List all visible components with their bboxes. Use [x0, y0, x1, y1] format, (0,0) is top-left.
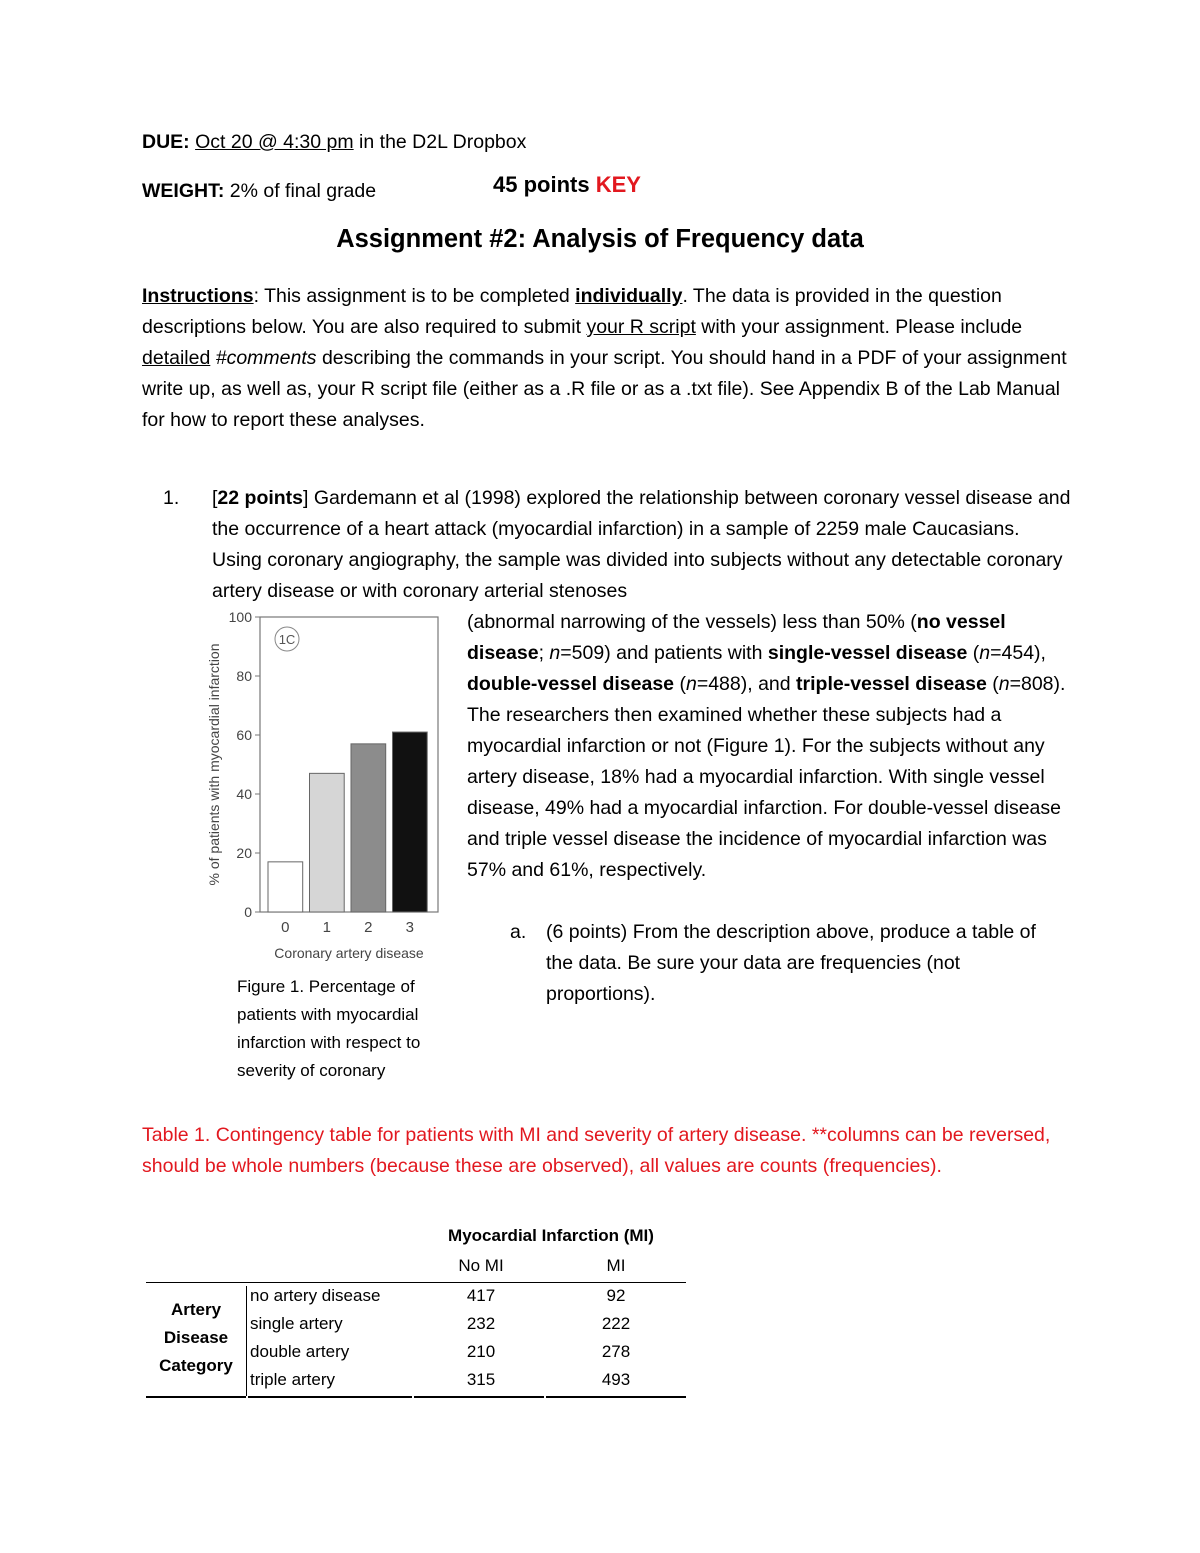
question-text: =488), and	[696, 673, 797, 695]
cell-no-mi: 210	[466, 1342, 496, 1361]
cell-mi: 92	[606, 1286, 626, 1305]
weight-label: WEIGHT:	[142, 180, 225, 202]
x-axis-label: Coronary artery disease	[274, 945, 424, 961]
y-tick-label: 80	[236, 668, 252, 684]
subquestion-a: (6 points) From the description above, produce a table of the data. Be sure your data are frequencies (not proportions).	[546, 921, 1036, 1005]
page-title: Assignment #2: Analysis of Frequency data	[336, 225, 864, 253]
y-tick-label: 40	[236, 786, 252, 802]
bracket: ]	[303, 487, 309, 509]
question-text: =509) and patients with	[560, 642, 768, 664]
n-symbol: n	[685, 673, 697, 695]
figure-caption: Figure 1. Percentage of patients with myocardial infarction with respect to severity of coronary	[237, 977, 421, 1080]
question-number: 1.	[163, 487, 180, 509]
due-line	[142, 127, 526, 158]
y-tick-label: 20	[236, 845, 252, 861]
bar-3	[393, 732, 428, 912]
key-label: KEY	[595, 172, 641, 197]
question-text: =454),	[990, 642, 1046, 664]
comments-emphasis: #comments	[215, 347, 317, 369]
row-group-line: Category	[159, 1356, 233, 1375]
row-group-line: Disease	[163, 1328, 229, 1347]
row-group-line: Artery	[170, 1300, 222, 1319]
due-date: Oct 20 @ 4:30 pm	[195, 131, 354, 153]
individually-emphasis: individually	[575, 285, 683, 307]
cell-mi: 493	[601, 1370, 631, 1389]
bar-2	[351, 744, 386, 912]
question-paragraph-top	[212, 483, 1072, 607]
y-tick-label: 60	[236, 727, 252, 743]
cell-no-mi: 232	[466, 1314, 496, 1333]
question-text: (	[986, 673, 999, 695]
panel-label: 1C	[278, 632, 296, 647]
due-location: in the D2L Dropbox	[353, 131, 527, 153]
subquestion-letter: a.	[510, 921, 527, 943]
cell-mi: 278	[601, 1342, 631, 1361]
row-label: triple artery	[250, 1370, 336, 1389]
figure-1-chart	[200, 600, 460, 970]
x-tick-label: 1	[322, 919, 332, 936]
table-group-header: Myocardial Infarction (MI)	[448, 1226, 654, 1245]
row-label: double artery	[250, 1342, 350, 1361]
question-paragraph-right	[467, 607, 1067, 886]
table-bottom-rule	[414, 1396, 544, 1398]
y-tick-label: 100	[228, 609, 252, 625]
x-tick-label: 2	[364, 919, 373, 936]
bar-0	[268, 862, 303, 912]
row-label: single artery	[250, 1314, 343, 1333]
y-axis-label: % of patients with myocardial infarction	[206, 643, 222, 886]
table-bottom-rule	[146, 1396, 246, 1398]
table-rule	[146, 1282, 686, 1283]
cell-no-mi: 315	[466, 1370, 496, 1389]
col-header-no-mi: No MI	[458, 1256, 504, 1275]
n-symbol: n	[998, 673, 1010, 695]
instructions-label: Instructions	[142, 285, 254, 307]
n-symbol: n	[549, 642, 561, 664]
single-vessel-term: single-vessel disease	[767, 642, 968, 664]
x-tick-label: 0	[281, 919, 290, 936]
bracket: [	[212, 487, 218, 509]
question-text: (abnormal narrowing of the vessels) less than 50% (	[467, 611, 917, 633]
instructions-text: : This assignment is to be completed	[253, 285, 576, 307]
instructions-text: with your assignment. Please include	[695, 316, 1023, 338]
triple-vessel-term: triple-vessel disease	[796, 673, 987, 695]
cell-mi: 222	[601, 1314, 631, 1333]
total-points	[493, 172, 641, 198]
due-label: DUE:	[142, 131, 190, 153]
weight-line	[142, 176, 376, 207]
question-points: 22 points	[217, 487, 304, 509]
r-script-emphasis: your R script	[586, 316, 696, 338]
no-vessel-term: no vessel disease	[467, 611, 1006, 664]
question-text: (	[674, 673, 686, 695]
question-text: =808). The researchers then examined whether these subjects had a myocardial infarction or not (Figure 1). For the subjects without any artery disease, 18% had a myocardial infarction. With single vessel disease, 49% had a myocardial infarction. For double-vessel disease and triple vessel disease the incidence of myocardial infarction was 57% and 61%, respectively.	[467, 673, 1066, 881]
y-tick-label: 0	[244, 904, 252, 920]
question-text: (	[967, 642, 980, 664]
instructions-text: . The data is provided in the question descriptions below. You are also required to submit	[142, 285, 1002, 338]
instructions-paragraph	[142, 281, 1072, 436]
row-label: no artery disease	[250, 1286, 381, 1305]
row-group-label	[146, 1296, 246, 1380]
cell-no-mi: 417	[466, 1286, 496, 1305]
table-caption: Table 1. Contingency table for patients with MI and severity of artery disease. **columns can be reversed, should be whole numbers (because these are observed), all values are counts (frequencies).	[142, 1124, 1051, 1177]
instructions-text: describing the commands in your script. You should hand in a PDF of your assignment write up, as well as, your R script file (either as a .R file or as a .txt file). See Appendix B of the Lab Manual for how to report these analyses.	[142, 347, 1067, 431]
n-symbol: n	[979, 642, 991, 664]
table-bottom-rule	[248, 1396, 412, 1398]
table-divider	[246, 1286, 247, 1396]
double-vessel-term: double-vessel disease	[467, 673, 675, 695]
bar-1	[310, 773, 345, 912]
detailed-emphasis: detailed	[142, 347, 211, 369]
x-tick-label: 3	[405, 919, 415, 936]
weight-value: 2% of final grade	[224, 180, 377, 202]
points-value: 45 points	[493, 172, 590, 197]
question-text: Gardemann et al (1998) explored the relationship between coronary vessel disease and the occurrence of a heart attack (myocardial infarction) in a sample of 2259 male Caucasians. Using coronary angiography, the sample was divided into subjects without any detectable coronary artery disease or with coronary arterial stenoses	[212, 487, 1071, 602]
table-bottom-rule	[546, 1396, 686, 1398]
col-header-mi: MI	[606, 1256, 626, 1275]
question-text: ;	[538, 642, 550, 664]
